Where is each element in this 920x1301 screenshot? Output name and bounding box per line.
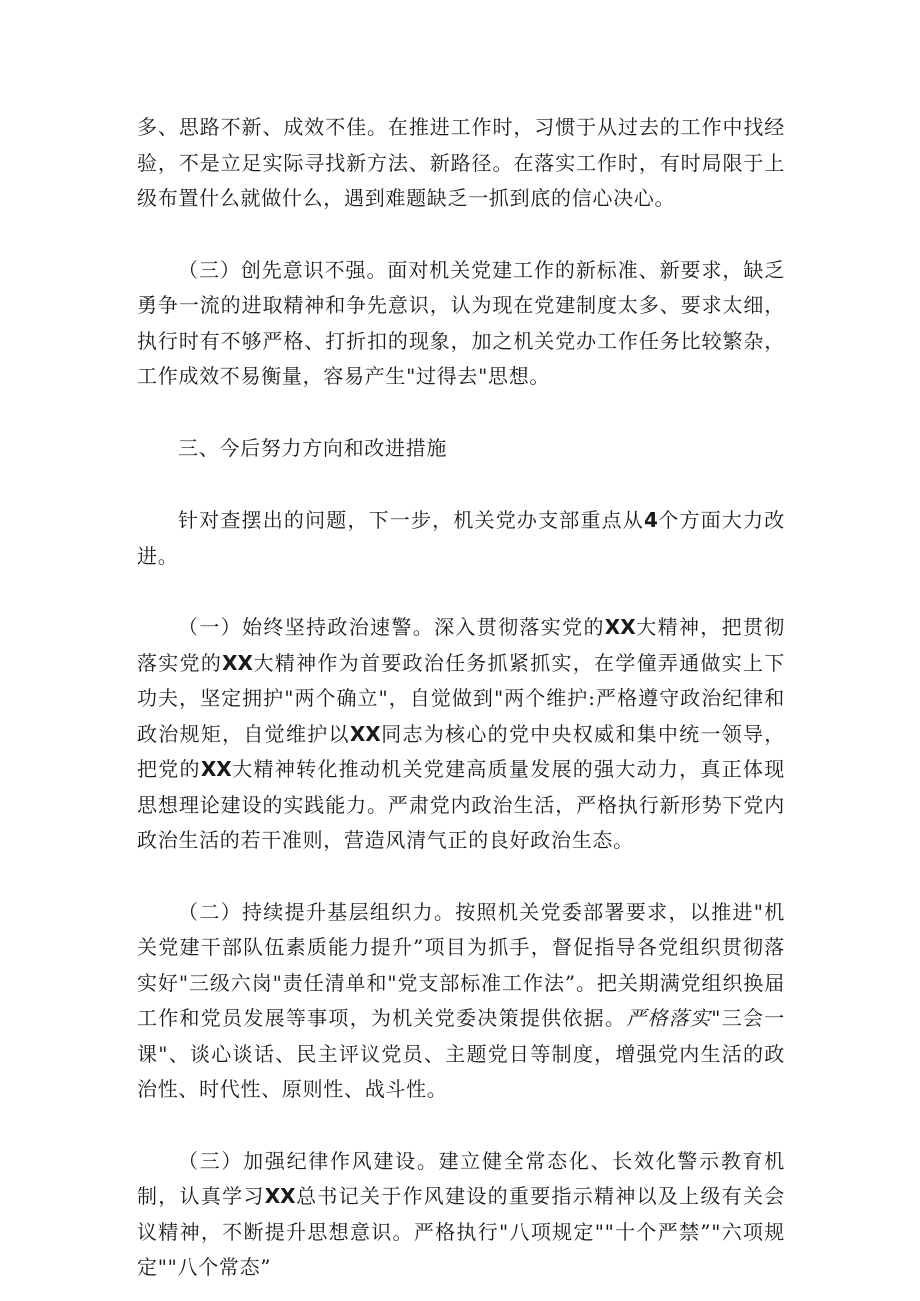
measure2-emphasis: 严格落实 <box>626 1006 712 1030</box>
continuation-paragraph: 多、思路不新、成效不佳。在推进工作时，习惯于从过去的工作中找经验，不是立足实际寻找新方法、新路径。在落实工作时，有时局限于上级布置什么就做什么，遇到难题缺乏一抓到底的信心决心。 <box>137 115 785 210</box>
placeholder-xx: XX <box>264 1184 296 1208</box>
measure1-text-5: 大精神转化推动机关党建高质量发展的强大动力，真正体现思想理论建设的实践能力。严肃党内政治生活，严格执行新形势下党内政治生活的若干准则，营造风清气正的良好政治生态。 <box>137 757 785 852</box>
measure-discipline-style <box>137 1144 785 1286</box>
placeholder-xx: XX <box>349 721 381 746</box>
paragraph-innovation-awareness: （三）创先意识不强。面对机关党建工作的新标准、新要求，缺乏勇争一流的进取精神和争先意识，认为现在党建制度太多、要求太细，执行时有不够严格、打折扣的现象，加之机关党办工作任务比较繁杂，工作成效不易衡量，容易产生"过得去"思想。 <box>137 257 785 388</box>
intro-text-after: 个方面大力改进。 <box>137 508 785 568</box>
measure2-text-1: （二）持续提升基层组织力。按照机关党委部署要求，以推进"机关党建干部队伍素质能力提升”项目为抓手，督促指导各党组织贯彻落实好"三级六岗"责任清单和"党支部标准工作法”。把关期满党组织换届工作和党员发展等事项，为机关党委决策提供依据。 <box>137 899 785 1030</box>
measure3-text-1: （三）加强纪律作风建设。建立健全常态化、长效化警示教育机制，认真学习 <box>137 1148 785 1208</box>
measure2-text-2: "三会一课"、谈心谈话、民主评议党员、主题党日等制度，增强党内生活的政治性、时代性、原则性、战斗性。 <box>137 1006 785 1101</box>
measure3-text-2: 总书记关于作风建设的重要指示精神以及上级有关会议精神，不断提升思想意识。严格执行"八项规定""十个严禁”"六项规定""八个常态” <box>137 1184 785 1279</box>
placeholder-xx: XX <box>222 650 253 675</box>
measure1-text-3: 大精神作为首要政治任务抓紧抓实，在学僮弄通做实上下功夫，坚定拥护"两个确立"，自觉做到"两个维护:严格遵守政治纪律和政治规矩，自觉维护以 <box>137 650 785 746</box>
intro-text-before: 针对查摆出的问题，下一步，机关党办支部重点从 <box>178 508 644 532</box>
measure-political-vigilance <box>137 610 785 859</box>
placeholder-xx: XX <box>604 615 636 639</box>
measure1-text-2: 大精神，把贯彻落实党的 <box>137 615 785 675</box>
section-heading: 三、今后努力方向和改进措施 <box>178 435 448 460</box>
measure1-text-1: （一）始终坚持政治速警。深入贯彻落实党的 <box>178 615 605 639</box>
measure1-text-4: 同志为核心的党中央权威和集中统一领导，把党的 <box>137 721 785 781</box>
placeholder-xx: XX <box>200 757 232 781</box>
intro-number: 4 <box>643 508 658 532</box>
intro-paragraph <box>137 503 785 574</box>
document-body <box>137 110 785 1286</box>
measure-organizational-strength <box>137 895 785 1108</box>
